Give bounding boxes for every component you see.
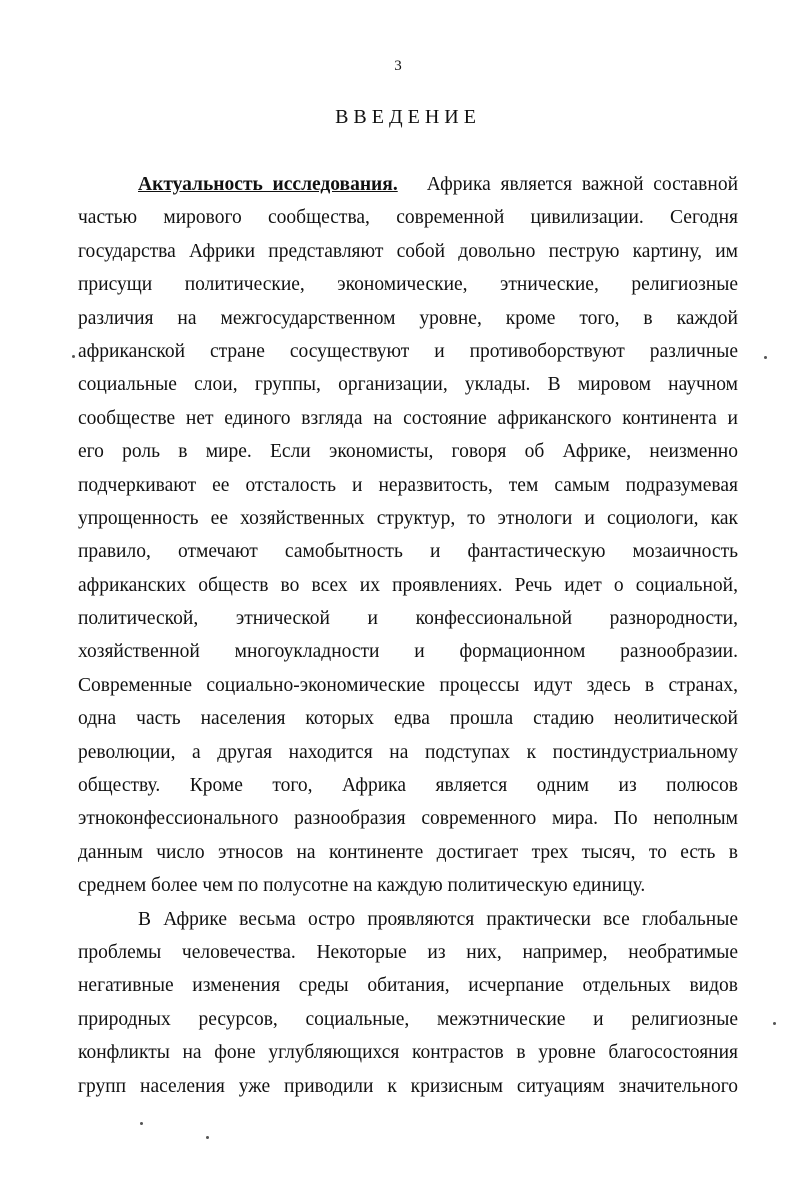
scan-speck	[140, 1122, 143, 1125]
paragraph-1-line: обществу. Кроме того, Африка является одним из полюсов	[78, 775, 738, 797]
paragraph-1-line: среднем более чем по полусотне на каждую политическую единицу.	[78, 875, 646, 897]
scan-speck	[72, 355, 75, 358]
paragraph-2	[78, 903, 738, 1103]
paragraph-1-line: сообществе нет единого взгляда на состояние африканского континента и	[78, 407, 738, 429]
paragraph-1-line: его роль в мире. Если экономисты, говоря об Африке, неизменно	[78, 441, 738, 463]
paragraph-1-line: государства Африки представляют собой довольно пеструю картину, им	[78, 240, 738, 262]
paragraph-1-line: правило, отмечают самобытность и фантастическую мозаичность	[78, 541, 738, 563]
paragraph-1-line: частью мирового сообщества, современной цивилизации. Сегодня	[78, 207, 738, 229]
paragraph-1-line: социальные слои, группы, организации, уклады. В мировом научном	[78, 374, 738, 396]
paragraph-1-line: африканских обществ во всех их проявлениях. Речь идет о социальной,	[78, 574, 738, 596]
paragraph-2-line: конфликты на фоне углубляющихся контрастов в уровне благосостояния	[78, 1042, 738, 1064]
paragraph-1-line: различия на межгосударственном уровне, кроме того, в каждой	[78, 307, 738, 329]
paragraph-1-line: революции, а другая находится на подступах к постиндустриальному	[78, 741, 738, 763]
paragraph-1-line: африканской стране сосуществуют и противоборствуют различные	[78, 340, 738, 362]
scan-speck	[764, 356, 767, 359]
page-number: 3	[394, 58, 402, 74]
paragraph-1-line	[78, 168, 738, 201]
lead-phrase: Актуальность исследования.	[138, 174, 398, 195]
paragraph-1-line: политической, этнической и конфессиональной разнородности,	[78, 608, 738, 630]
paragraph-1-line: упрощенность ее хозяйственных структур, то этнологи и социологи, как	[78, 507, 738, 529]
paragraph-1	[78, 168, 738, 903]
scan-speck	[773, 1022, 776, 1025]
paragraph-1-line: данным число этносов на континенте достигает трех тысяч, то есть в	[78, 841, 738, 863]
page-heading: ВВЕДЕНИЕ	[335, 106, 481, 128]
paragraph-2-line: групп населения уже приводили к кризисным ситуациям значительного	[78, 1075, 738, 1097]
paragraph-1-line: этноконфессионального разнообразия современного мира. По неполным	[78, 808, 738, 830]
paragraph-2-line: В Африке весьма остро проявляются практически все глобальные	[138, 908, 738, 930]
body-text	[78, 168, 738, 1103]
paragraph-1-line: подчеркивают ее отсталость и неразвитость, тем самым подразумевая	[78, 474, 738, 496]
paragraph-1-line: присущи политические, экономические, этнические, религиозные	[78, 274, 738, 296]
scan-speck	[206, 1136, 209, 1139]
paragraph-1-line: хозяйственной многоукладности и формационном разнообразии.	[78, 641, 738, 663]
paragraph-1-line: одна часть населения которых едва прошла стадию неолитической	[78, 708, 738, 730]
paragraph-2-line: проблемы человечества. Некоторые из них, например, необратимые	[78, 941, 738, 963]
paragraph-1-line: Современные социально-экономические процессы идут здесь в странах,	[78, 674, 738, 696]
paragraph-2-line: природных ресурсов, социальные, межэтнические и религиозные	[78, 1008, 738, 1030]
paragraph-2-line: негативные изменения среды обитания, исчерпание отдельных видов	[78, 975, 738, 997]
line-text: Африка является важной составной	[426, 174, 738, 195]
